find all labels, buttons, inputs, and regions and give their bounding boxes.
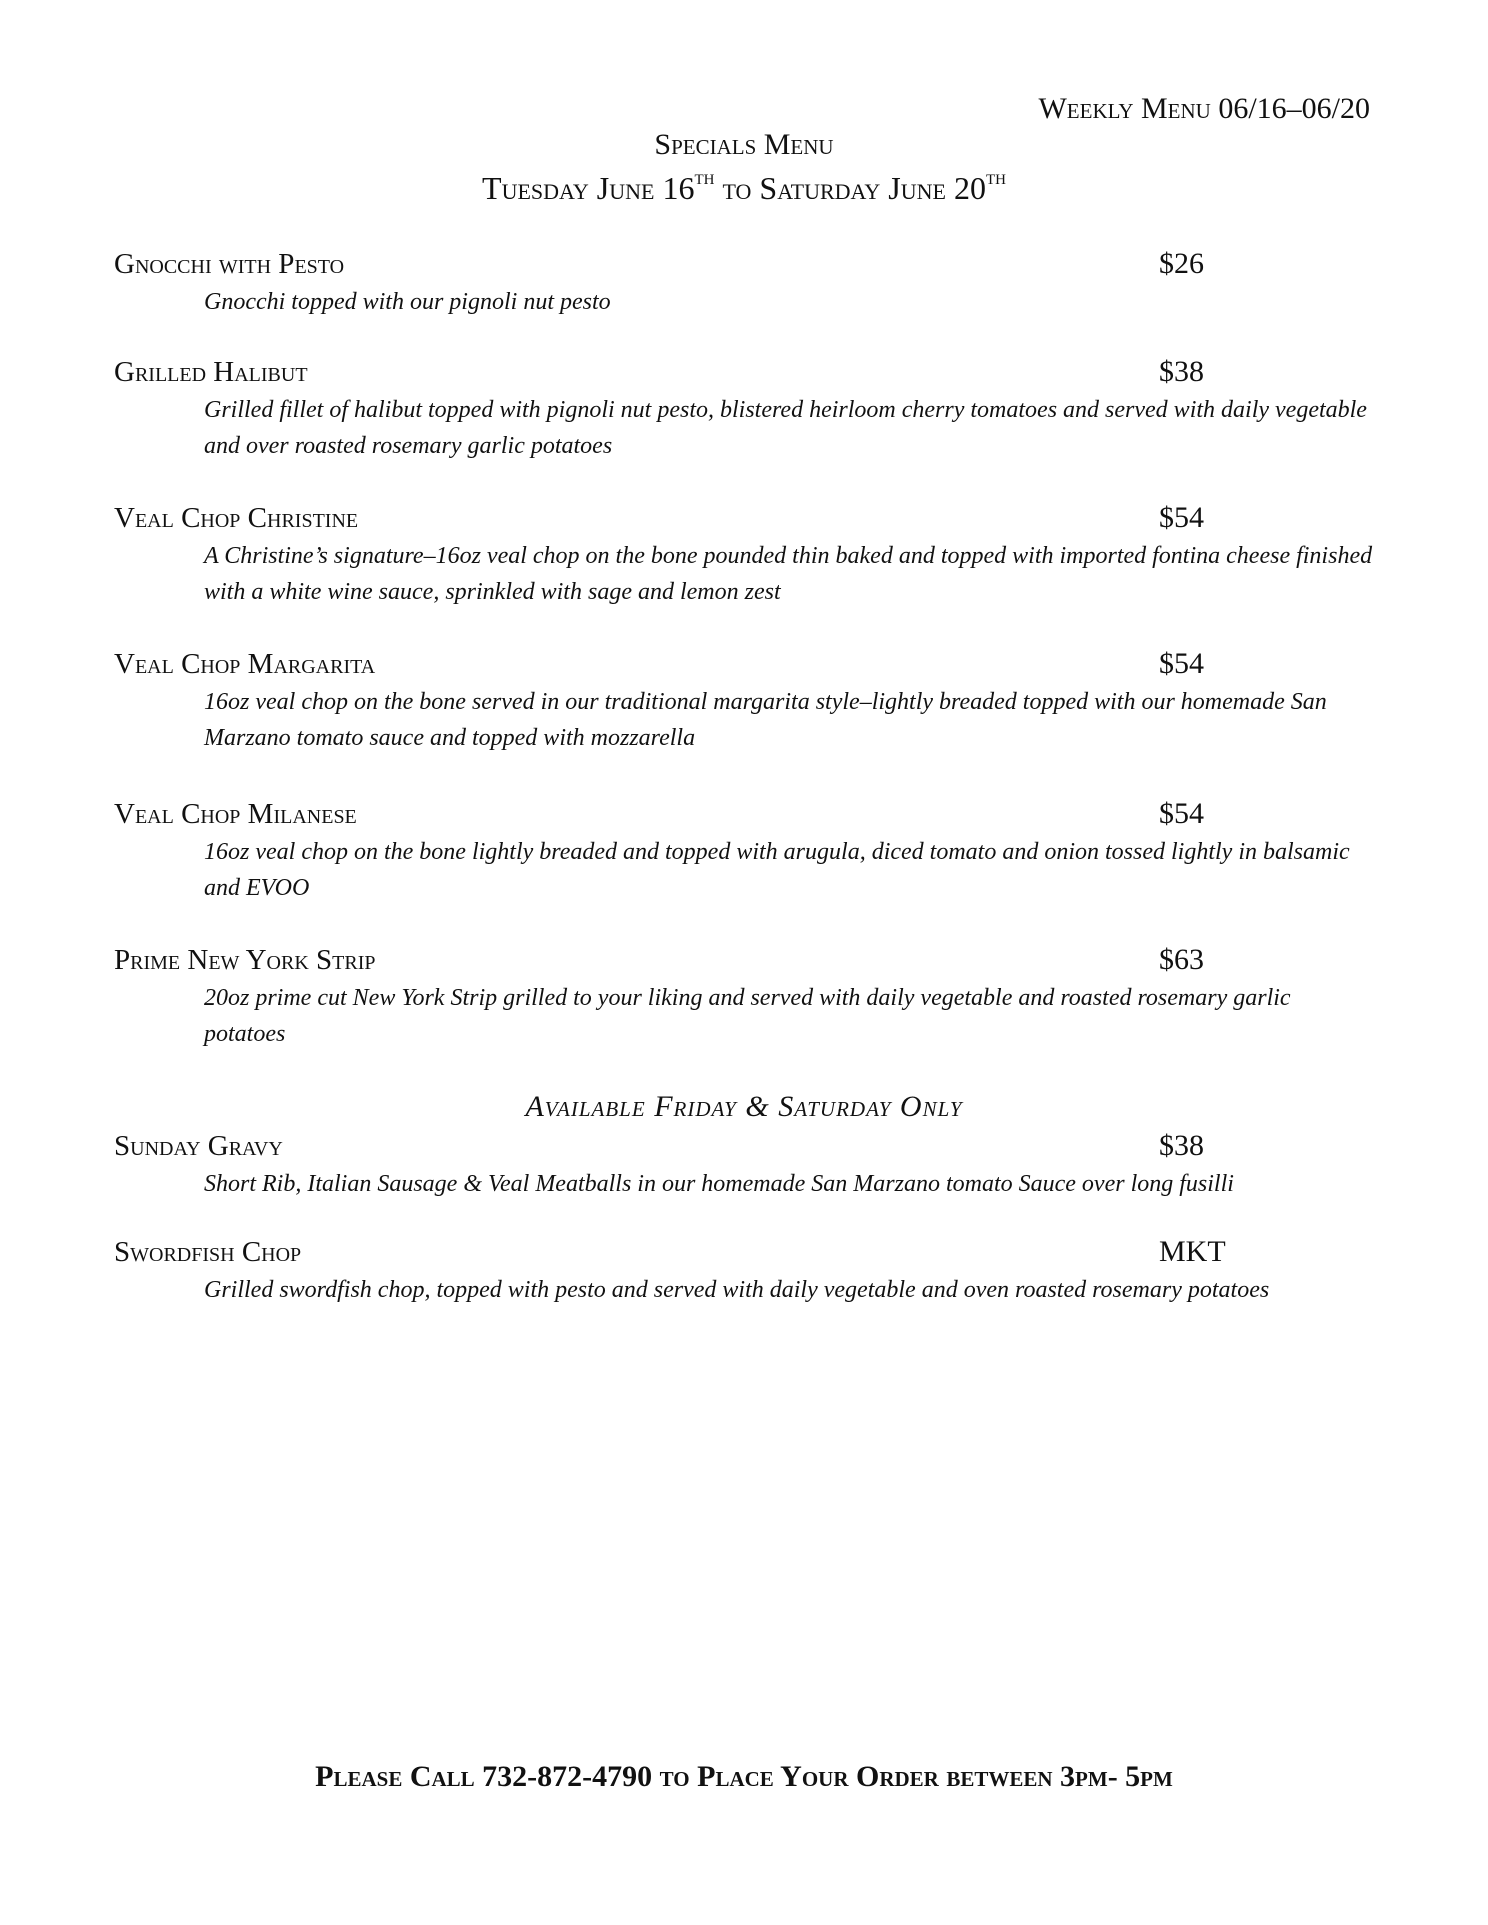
menu-item-price: $26 [1159,247,1204,280]
menu-item-name: Prime New York Strip [114,944,376,976]
menu-item [114,246,1374,320]
menu-item-name: Veal Chop Milanese [114,798,357,830]
menu-item-description: A Christine’s signature–16oz veal chop on the bone pounded thin baked and topped with imported fontina cheese finished with a white wine sauce, sprinkled with sage and lemon zest [204,543,1373,605]
menu-item-name: Sunday Gravy [114,1130,283,1162]
menu-item-price: $63 [1159,943,1204,976]
menu-item [114,500,1374,610]
date-to: to [714,170,760,206]
menu-item-name: Swordfish Chop [114,1236,302,1268]
menu-item-description: Grilled swordfish chop, topped with pesto and served with daily vegetable and oven roasted rosemary potatoes [204,1277,1270,1303]
menu-item-name: Grilled Halibut [114,356,308,388]
weekly-menu-label: Weekly Menu 06/16–06/20 [1038,92,1370,125]
menu-item-description: 16oz veal chop on the bone lightly breaded and topped with arugula, diced tomato and onion tossed lightly in balsamic and EVOO [204,839,1350,901]
date-start: Tuesday June 16 [482,170,695,206]
menu-item-description: Short Rib, Italian Sausage & Veal Meatballs in our homemade San Marzano tomato Sauce over long fusilli [204,1171,1234,1197]
weekend-section-heading: Available Friday & Saturday Only [525,1090,963,1123]
menu-item-price: $54 [1159,797,1204,830]
menu-item-price: $54 [1159,647,1204,680]
date-end-suffix: TH [985,172,1006,188]
menu-item-description: Grilled fillet of halibut topped with pignoli nut pesto, blistered heirloom cherry tomatoes and served with daily vegetable and over roasted rosemary garlic potatoes [204,397,1367,459]
menu-item [114,354,1374,464]
menu-item [114,646,1374,756]
date-range [0,170,1488,207]
menu-item-description: Gnocchi topped with our pignoli nut pesto [204,289,611,315]
menu-item [114,1128,1374,1202]
menu-item-name: Veal Chop Christine [114,502,359,534]
page-title: Specials Menu [654,128,834,161]
menu-item [114,1234,1374,1308]
menu-item-name: Gnocchi with Pesto [114,248,345,280]
menu-item-price: $38 [1159,355,1204,388]
date-end: Saturday June 20 [759,170,986,206]
menu-item-description: 16oz veal chop on the bone served in our traditional margarita style–lightly breaded topped with our homemade San Marzano tomato sauce and topped with mozzarella [204,689,1327,751]
menu-item-price: $54 [1159,501,1204,534]
menu-item-description: 20oz prime cut New York Strip grilled to your liking and served with daily vegetable and roasted rosemary garlic potatoes [204,985,1291,1047]
menu-item-price: MKT [1159,1235,1226,1268]
order-call-footer: Please Call 732-872-4790 to Place Your Order between 3pm- 5pm [315,1760,1173,1793]
menu-item-name: Veal Chop Margarita [114,648,376,680]
date-start-suffix: TH [694,172,715,188]
menu-item-price: $38 [1159,1129,1204,1162]
menu-item [114,796,1374,906]
menu-item [114,942,1374,1052]
